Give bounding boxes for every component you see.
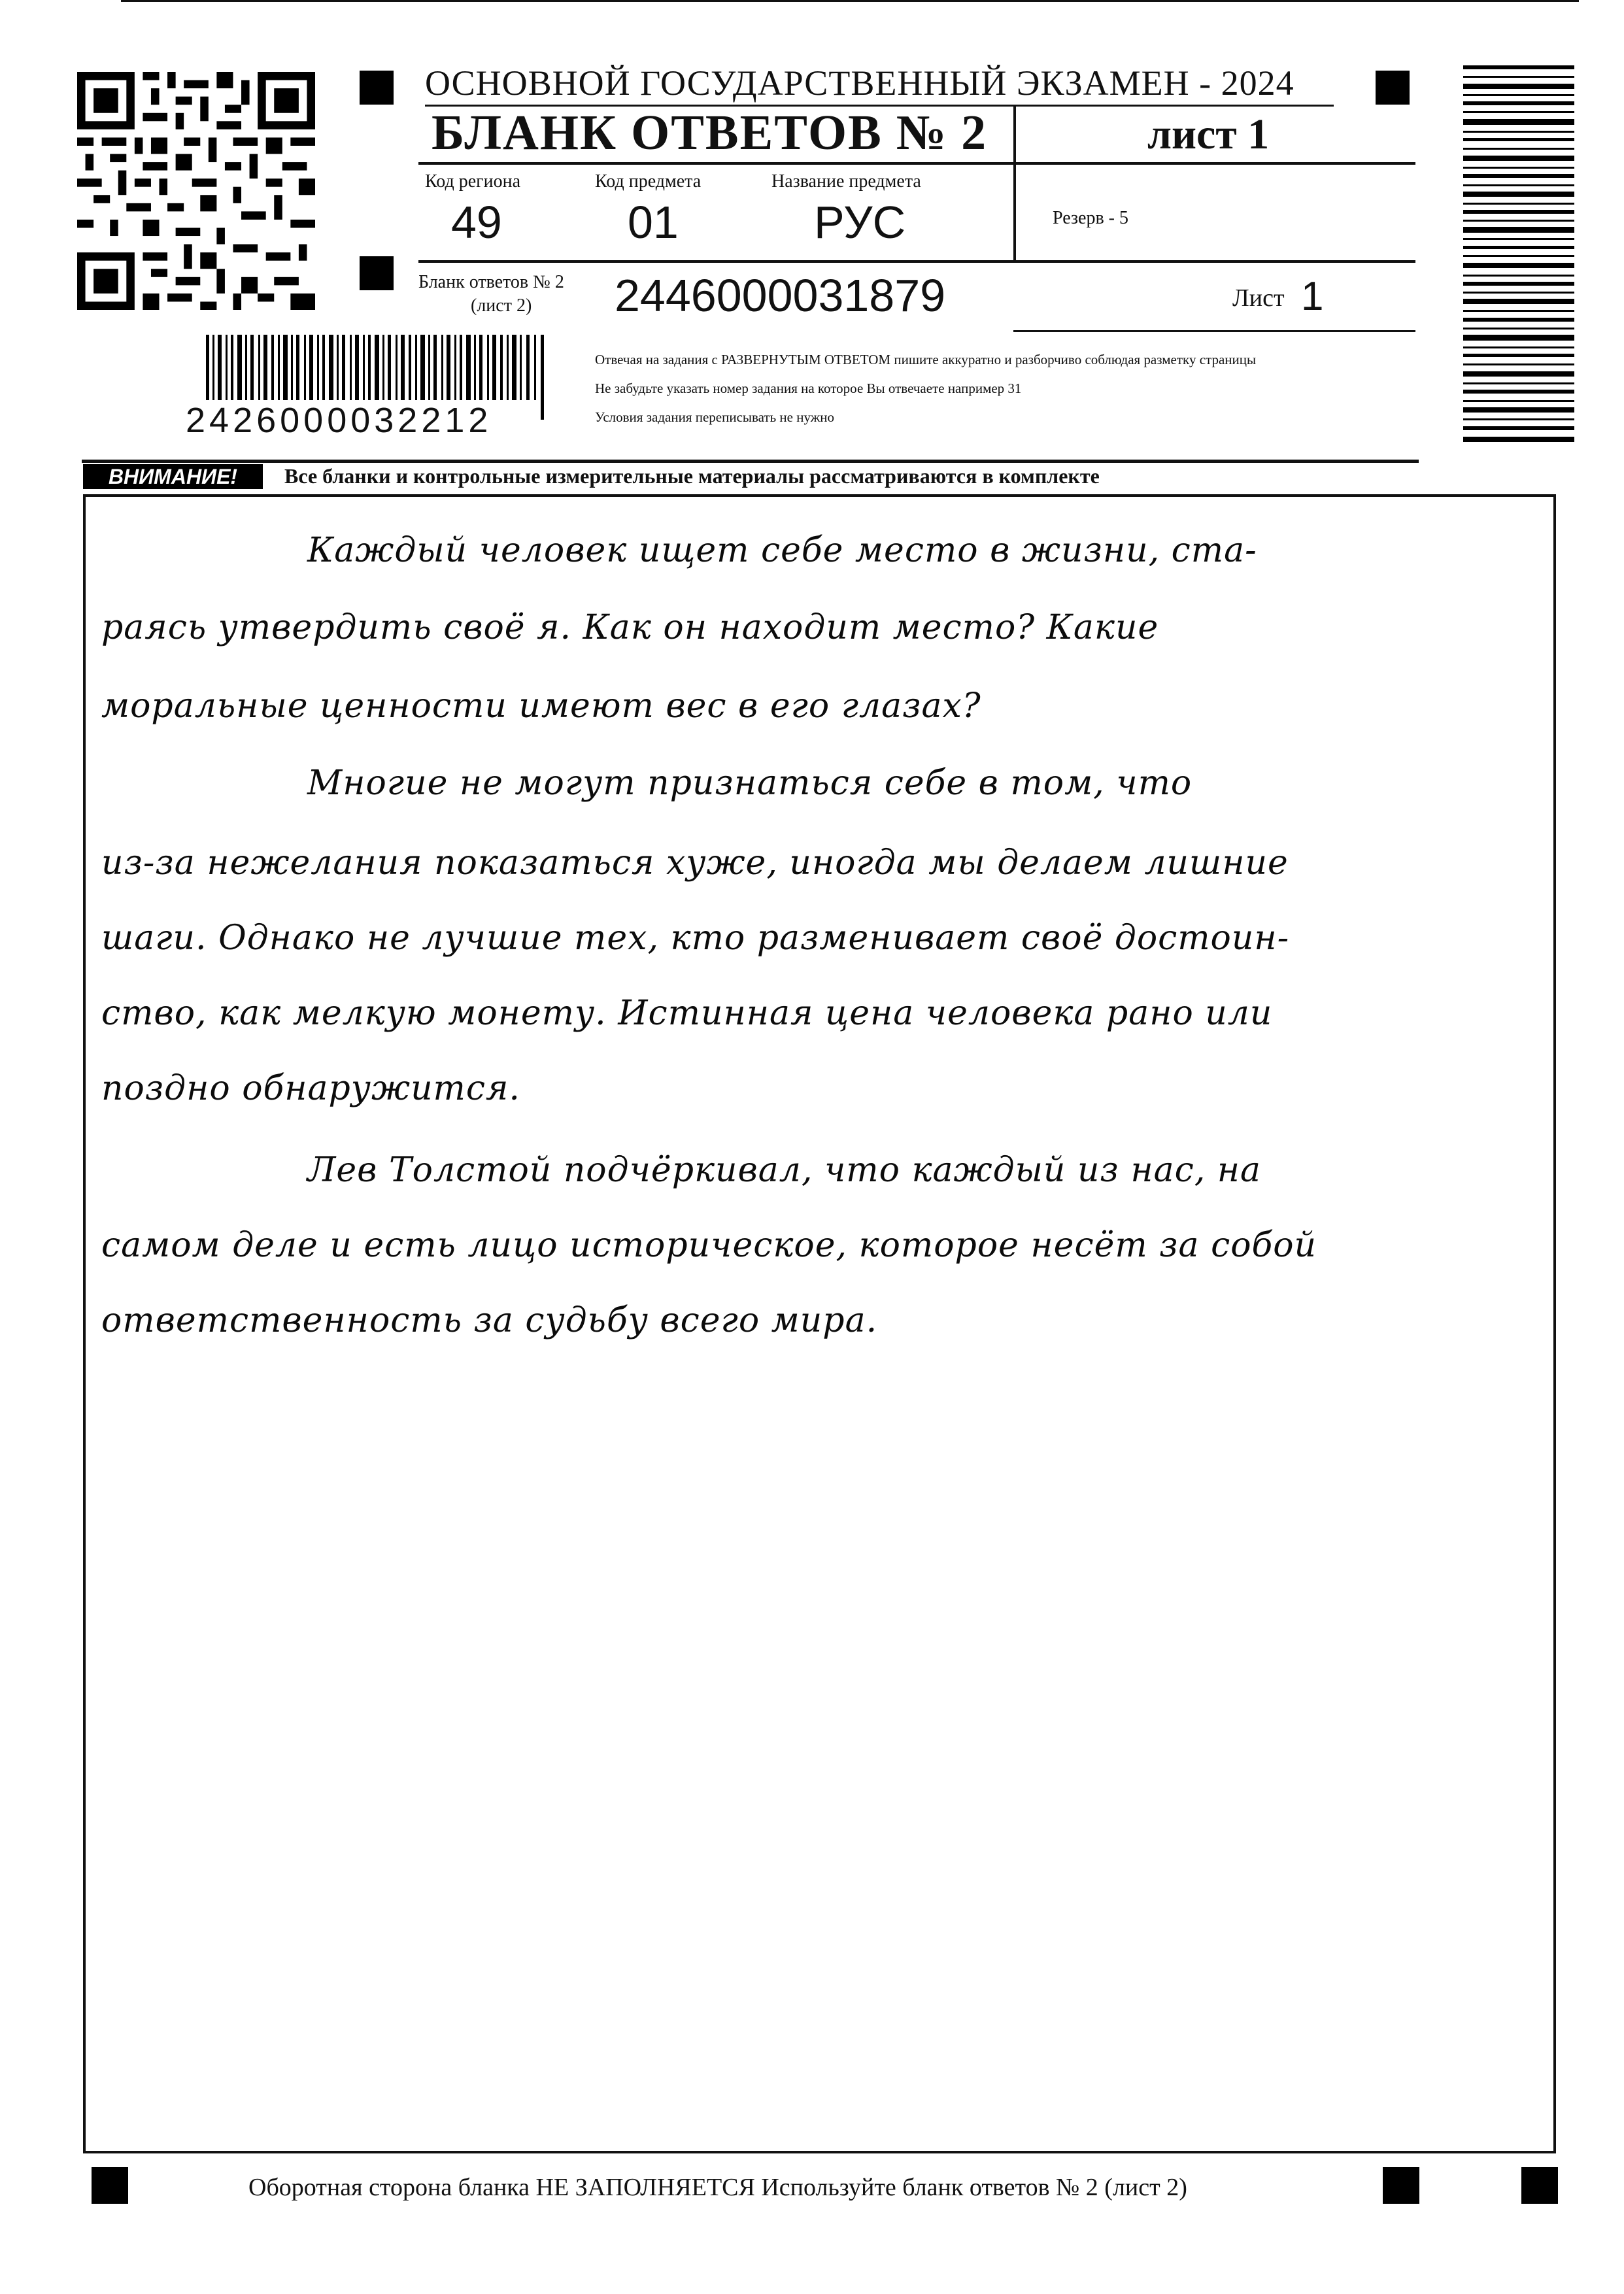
answer-line-7: ство, как мелкую монету. Истинная цена человека рано или — [101, 994, 1273, 1033]
registration-marker-bottom-mid-right — [1383, 2167, 1419, 2204]
registration-marker-mid-left — [360, 256, 394, 290]
subject-name-value: РУС — [814, 197, 906, 248]
header-divider-1 — [418, 162, 1415, 165]
attention-badge: ВНИМАНИЕ! — [83, 464, 263, 489]
answer-line-10: самом деле и есть лицо историческое, которое несёт за собой — [101, 1226, 1317, 1265]
exam-title: ОСНОВНОЙ ГОСУДАРСТВЕННЫЙ ЭКЗАМЕН - 2024 — [425, 63, 1294, 103]
answer-line-3: моральные ценности имеют вес в его глазах? — [101, 686, 981, 726]
region-code-value: 49 — [451, 197, 502, 248]
subject-code-label: Код предмета — [595, 171, 702, 192]
top-scan-line — [121, 0, 1579, 2]
answer-line-8: поздно обнаружится. — [101, 1069, 520, 1108]
subject-code-value: 01 — [628, 197, 679, 248]
registration-marker-top-right — [1376, 71, 1410, 105]
sheet-label: Лист — [1232, 284, 1285, 312]
instruction-line-2: Не забудьте указать номер задания на которое Вы отвечаете например 31 — [595, 380, 1022, 396]
form-title: БЛАНК ОТВЕТОВ № 2 — [431, 105, 988, 160]
answer-line-1: Каждый человек ищет себе место в жизни, ста- — [307, 531, 1257, 570]
reserve-label: Резерв - 5 — [1053, 208, 1129, 228]
subject-name-label: Название предмета — [771, 171, 921, 192]
form-ref-label-line2: (лист 2) — [471, 295, 532, 316]
region-code-label: Код региона — [425, 171, 521, 192]
footer-note: Оборотная сторона бланка НЕ ЗАПОЛНЯЕТСЯ Используйте бланк ответов № 2 (лист 2) — [248, 2174, 1187, 2201]
sheet-number: 1 — [1301, 274, 1324, 319]
form-ref-label-line1: Бланк ответов № 2 — [418, 272, 564, 292]
answer-line-2: раясь утвердить своё я. Как он находит место? Какие — [101, 608, 1159, 647]
registration-marker-bottom-left — [92, 2167, 128, 2204]
answer-line-11: ответственность за судьбу всего мира. — [101, 1301, 878, 1340]
attention-text: Все бланки и контрольные измерительные материалы рассматриваются в комплекте — [284, 464, 1100, 488]
header-divider-2 — [418, 260, 1415, 263]
header-divider-3 — [1013, 330, 1415, 332]
registration-marker-top-left — [360, 71, 394, 105]
instruction-line-1: Отвечая на задания с РАЗВЕРНУТЫМ ОТВЕТОМ пишите аккуратно и разборчиво соблюдая разметку страницы — [595, 352, 1257, 367]
sheet-title: лист 1 — [1147, 110, 1270, 158]
form-number: 2446000031879 — [615, 270, 946, 321]
side-barcode — [1463, 65, 1574, 445]
attention-top-line — [82, 460, 1419, 463]
answer-line-4: Многие не могут признаться себе в том, что — [307, 764, 1193, 803]
header-divider-vertical — [1013, 105, 1016, 260]
qr-code — [77, 72, 315, 310]
answer-line-6: шаги. Однако не лучшие тех, кто разменивает своё достоин- — [101, 919, 1290, 958]
registration-marker-bottom-right — [1521, 2167, 1558, 2204]
answer-line-5: из-за нежелания показаться хуже, иногда мы делаем лишние — [101, 843, 1289, 883]
barcode-number: 2426000032212 — [182, 400, 496, 441]
instruction-line-3: Условия задания переписывать не нужно — [595, 409, 834, 425]
answer-line-9: Лев Толстой подчёркивал, что каждый из нас, на — [307, 1151, 1262, 1190]
